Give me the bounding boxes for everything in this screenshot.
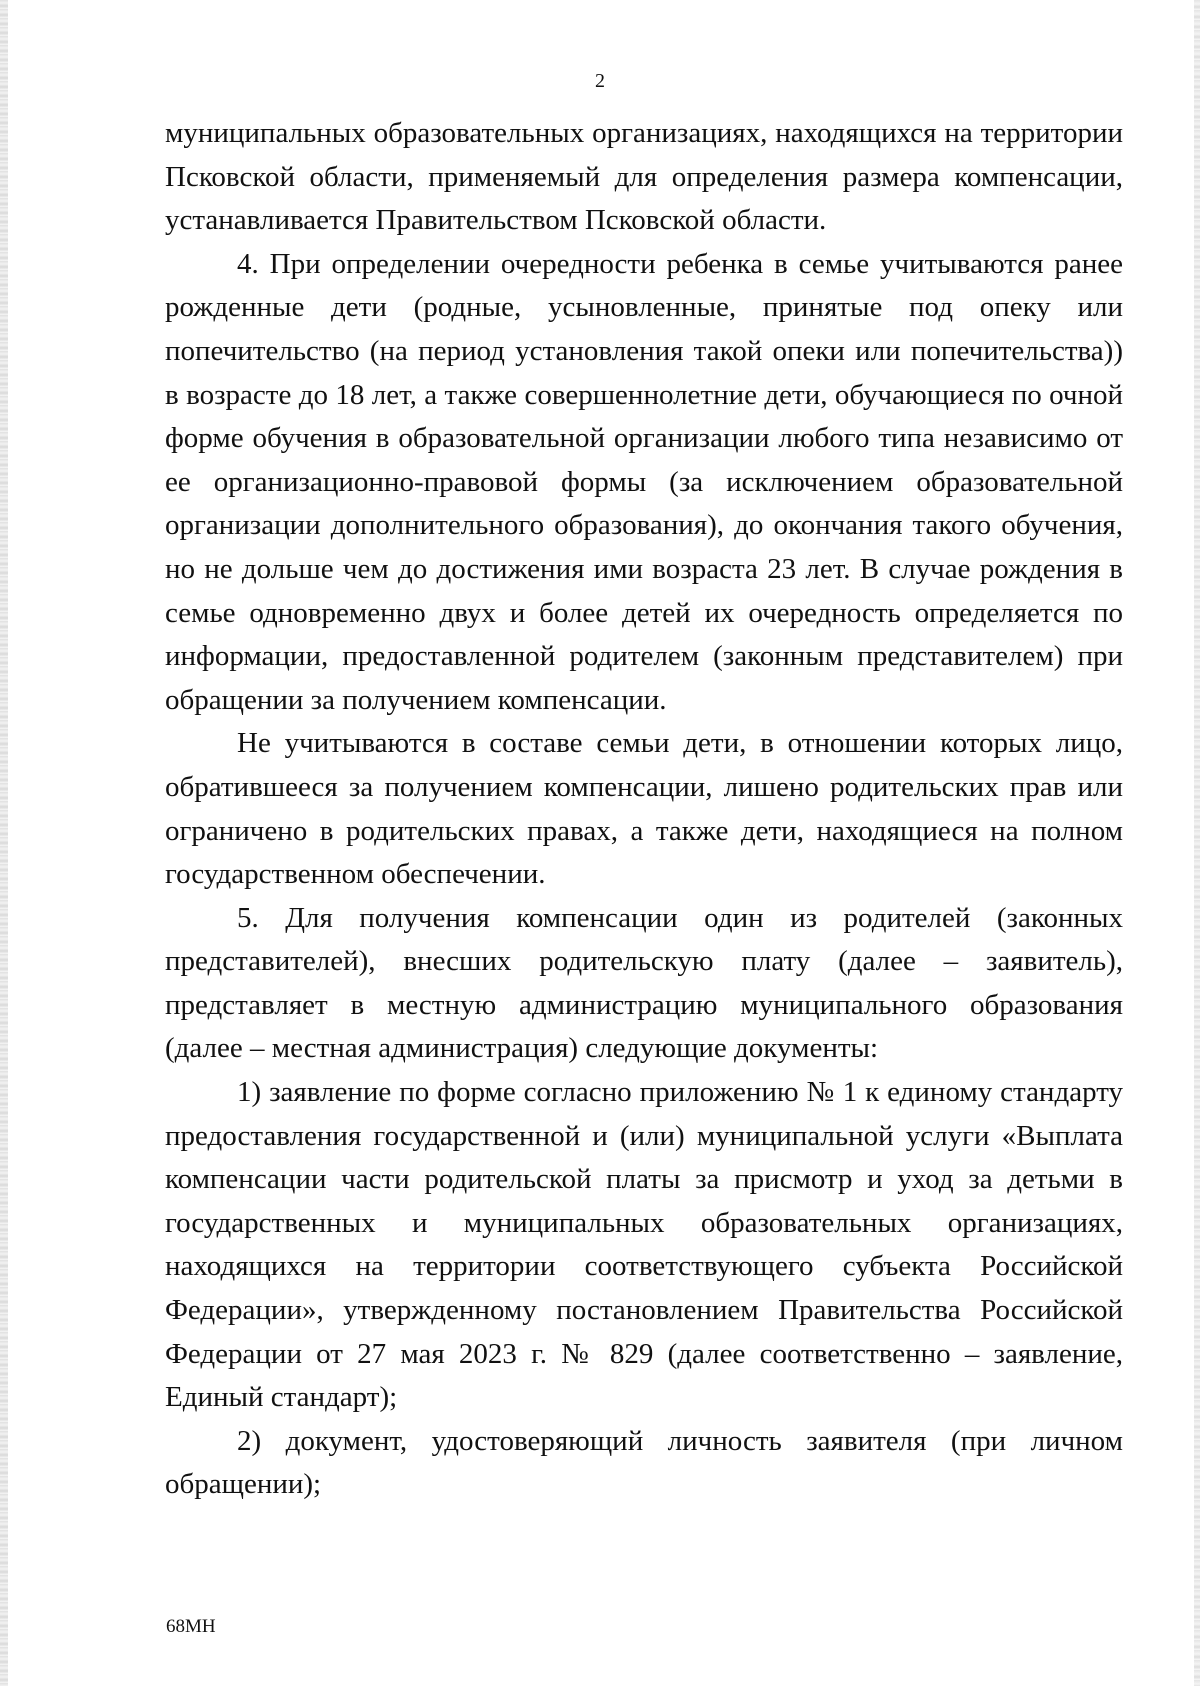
paragraph-exclusions: Не учитываются в составе семьи дети, в отношении которых лицо, обратившееся за получением компенсации, лишено родительских прав или ограничено в родительских правах, а также дети, находящиеся на полном государственном обеспечении. (165, 727, 1123, 891)
paragraph-subitem-2: 2) документ, удостоверяющий личность заявителя (при личном обращении); (165, 1424, 1123, 1501)
scan-edge-left (0, 0, 8, 1686)
paragraph-item-4: 4. При определении очередности ребенка в семье учитываются ранее рожденные дети (родные, усыновленные, принятые под опеку или попечительство (на период установления такой опеки или попечительства)) в возрасте до 18 лет, а также совершеннолетние дети, обучающиеся по очной форме обучения в образовательной организации любого типа независимо от ее организационно-правовой формы (за исключением образовательной организации дополнительного образования), до окончания такого обучения, но не дольше чем до достижения ими возраста 23 лет. В случае рождения в семье одновременно двух и более детей их очередность определяется по информации, предоставленной родителем (законным представителем) при обращении за получением компенсации. (165, 247, 1123, 716)
page-number: 2 (595, 70, 605, 92)
footer-document-code: 68МН (166, 1616, 216, 1637)
paragraph-item-5: 5. Для получения компенсации один из родителей (законных представителей), внесших родительскую плату (далее – заявитель), представляет в местную администрацию муниципального образования (далее – местная администрация) следующие документы: (165, 901, 1123, 1065)
document-body (165, 112, 1123, 1507)
paragraph-subitem-1: 1) заявление по форме согласно приложению № 1 к единому стандарту предоставления государственной и (или) муниципальной услуги «Выплата компенсации части родительской платы за присмотр и уход за детьми в государственных и муниципальных образовательных организациях, находящихся на территории соответствующего субъекта Российской Федерации», утвержденному постановлением Правительства Российской Федерации от 27 мая 2023 г. № 829 (далее соответственно – заявление, Единый стандарт); (165, 1076, 1123, 1414)
paragraph-continuation: муниципальных образовательных организациях, находящихся на территории Псковской области, применяемый для определения размера компенсации, устанавливается Правительством Псковской области. (165, 117, 1123, 237)
scan-edge-right (1194, 0, 1200, 1686)
